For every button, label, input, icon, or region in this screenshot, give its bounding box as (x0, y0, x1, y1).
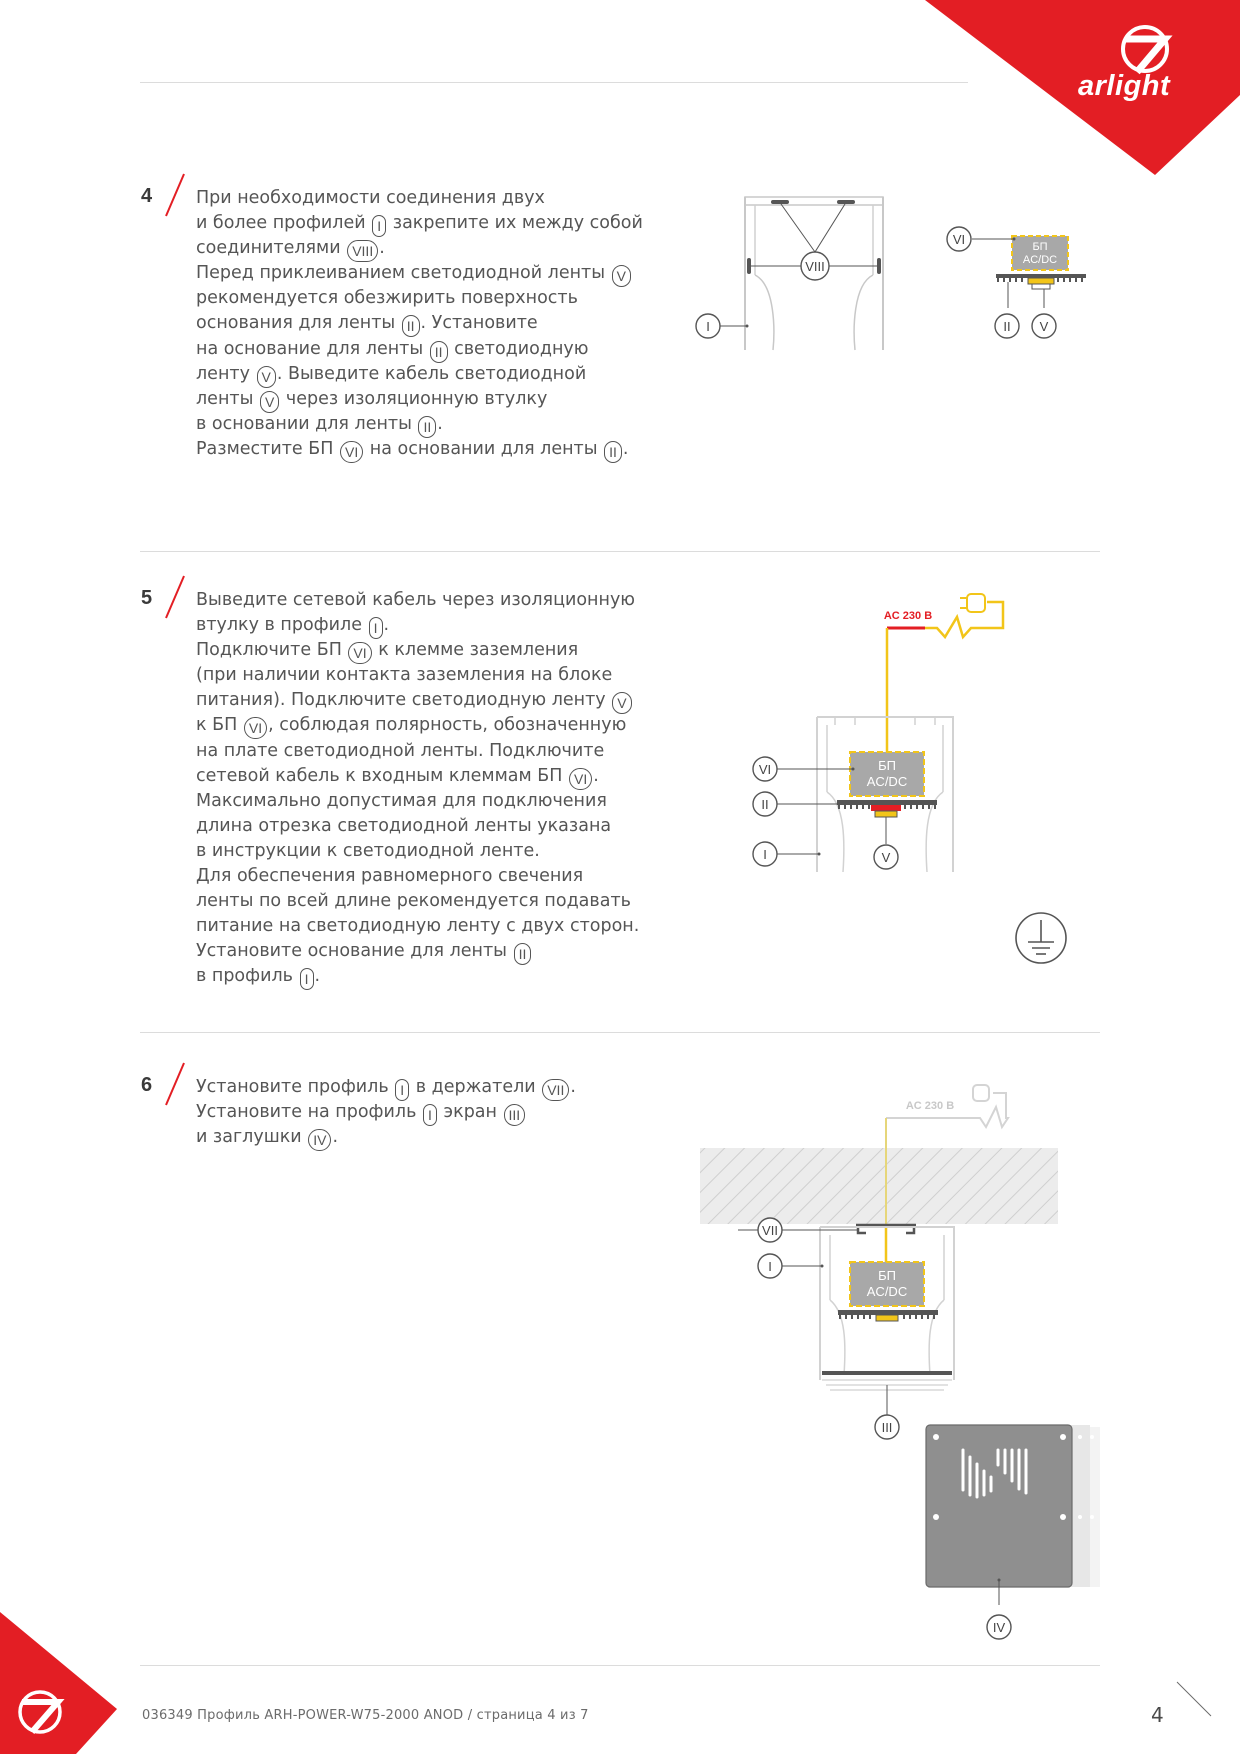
text-segment: . (332, 1127, 339, 1148)
step-text-line (196, 236, 643, 261)
step-text-line (196, 286, 643, 311)
text-segment: Установите профиль (196, 1077, 395, 1097)
text-segment: Максимально допустимая для подключения (196, 790, 607, 811)
part-ref-badge: V (257, 366, 276, 388)
text-segment: Установите основание для ленты (196, 941, 513, 962)
text-segment: сетевой кабель к входным клеммам БП (196, 765, 568, 786)
text-segment: Установите на профиль (196, 1102, 422, 1123)
step-text-line (196, 638, 639, 663)
footer-text: 036349 Профиль ARH-POWER-W75-2000 ANOD / страница 4 из 7 (142, 1708, 589, 1723)
text-segment: в профиль (196, 966, 299, 987)
brand-name: arlight (1078, 70, 1171, 102)
step-text-line (196, 1075, 576, 1100)
step-text-line (196, 1125, 576, 1150)
label-iv: IV (992, 1620, 1006, 1635)
part-ref-badge: I (372, 215, 386, 237)
step-text-line (196, 789, 639, 814)
footer-rule (140, 1665, 1100, 1666)
step-text-line (196, 613, 639, 638)
wiring-diagram (745, 582, 1025, 882)
label-viii: VIII (805, 259, 825, 274)
ac-label: AC 230 В (905, 1100, 955, 1112)
text-segment: к БП (196, 715, 243, 736)
step-text-line (196, 437, 643, 462)
psu-label-acdc: AC/DC (866, 1284, 908, 1299)
step-text-line (196, 337, 643, 362)
part-ref-badge: VII (542, 1079, 569, 1101)
divider-5-6 (140, 1032, 1100, 1033)
step-text-line (196, 914, 639, 939)
step-6-text (196, 1075, 576, 1150)
step-text-line (196, 412, 643, 437)
step-text-line (196, 688, 639, 713)
label-vii: VII (762, 1223, 778, 1238)
part-ref-badge: II (418, 416, 436, 438)
part-ref-badge: II (430, 341, 448, 363)
text-segment: . (314, 966, 321, 987)
step-text-line (196, 764, 639, 789)
label-i: I (763, 847, 767, 862)
text-segment: ленту (196, 363, 256, 384)
ac-label: AC 230 В (883, 610, 933, 622)
part-ref-badge: V (260, 391, 279, 413)
part-ref-badge: I (395, 1079, 409, 1101)
text-segment: на плате светодиодной ленты. Подключите (196, 740, 605, 761)
step-text-line (196, 1100, 576, 1125)
step-slash-icon (162, 172, 188, 218)
text-segment: ленты (196, 388, 259, 409)
text-segment: ленты по всей длине рекомендуется подавать (196, 891, 631, 912)
part-ref-badge: V (612, 265, 631, 287)
psu-label-acdc: AC/DC (866, 774, 908, 789)
part-ref-badge: VI (569, 768, 592, 790)
part-ref-badge: VIII (347, 240, 378, 262)
part-ref-badge: II (402, 315, 420, 337)
text-segment: (при наличии контакта заземления на блоке (196, 665, 613, 686)
text-segment: Перед приклеиванием светодиодной ленты (196, 263, 611, 284)
label-i: I (768, 1259, 772, 1274)
step-slash-icon (162, 574, 188, 620)
label-v: V (881, 850, 891, 865)
text-segment: длина отрезка светодиодной ленты указана (196, 815, 612, 836)
text-segment: к клемме заземления (372, 640, 579, 661)
label-v: V (1039, 319, 1049, 334)
label-ii: II (1003, 319, 1011, 334)
text-segment: Подключите БП (196, 640, 348, 661)
part-ref-badge: IV (308, 1129, 331, 1151)
text-segment: через изоляционную втулку (280, 388, 548, 409)
psu-label: БП (878, 1268, 896, 1283)
text-segment: на основание для ленты (196, 338, 429, 359)
text-segment: закрепите их между собой (387, 213, 643, 234)
step-number: 5 (141, 587, 153, 609)
label-ii: II (761, 797, 769, 812)
part-ref-badge: II (514, 943, 532, 965)
text-segment: экран (437, 1102, 503, 1123)
text-segment: и заглушки (196, 1127, 308, 1148)
step-4-text (196, 186, 643, 462)
text-segment: на основании для ленты (364, 438, 604, 459)
step-5-text (196, 588, 639, 990)
psu-label: БП (878, 758, 896, 773)
text-segment: Разместите БП (196, 438, 339, 459)
profile-connector-diagram (685, 190, 895, 360)
mounting-diagram (698, 1075, 1123, 1665)
text-segment: в основании для ленты (196, 413, 418, 434)
step-text-line (196, 186, 643, 211)
step-slash-icon (162, 1061, 188, 1107)
divider-4-5 (140, 551, 1100, 552)
part-ref-badge: VI (244, 717, 267, 739)
text-segment: соединителями (196, 238, 347, 259)
part-ref-badge: VI (348, 642, 371, 664)
text-segment: втулку в профиле (196, 615, 368, 636)
arlight-logo-icon-bottom (14, 1686, 66, 1738)
text-segment: в держатели (410, 1077, 542, 1097)
text-segment: светодиодную (448, 338, 589, 359)
step-number: 6 (141, 1074, 153, 1096)
part-ref-badge: I (300, 968, 314, 990)
part-ref-badge: I (369, 617, 383, 639)
text-segment: питания). Подключите светодиодную ленту (196, 690, 612, 711)
text-segment: . (593, 765, 599, 786)
text-segment: Для обеспечения равномерного свечения (196, 866, 584, 887)
page-corner-slash-icon (1175, 1680, 1215, 1720)
step-text-line (196, 663, 639, 688)
label-iii: III (881, 1420, 893, 1435)
text-segment: в инструкции к светодиодной ленте. (196, 840, 540, 861)
text-segment: . (437, 413, 443, 434)
step-text-line (196, 261, 643, 286)
step-text-line (196, 387, 643, 412)
step-text-line (196, 739, 639, 764)
step-text-line (196, 839, 639, 864)
label-i: I (706, 319, 710, 334)
text-segment: . (383, 615, 390, 636)
text-segment: . (622, 438, 629, 459)
step-text-line (196, 814, 639, 839)
part-ref-badge: VI (340, 441, 363, 463)
part-ref-badge: I (423, 1104, 437, 1126)
step-text-line (196, 211, 643, 236)
page-number: 4 (1151, 1703, 1164, 1727)
text-segment: питание на светодиодную ленту с двух сторон. (196, 916, 640, 937)
part-ref-badge: III (504, 1104, 526, 1126)
text-segment: . Установите (420, 313, 538, 334)
text-segment: При необходимости соединения двух (196, 188, 545, 208)
step-text-line (196, 939, 639, 964)
step-text-line (196, 964, 639, 989)
label-vi: VI (758, 762, 772, 777)
text-segment: и более профилей (196, 213, 372, 234)
text-segment: основания для ленты (196, 313, 401, 334)
label-vi: VI (952, 232, 966, 247)
step-text-line (196, 889, 639, 914)
psu-on-base-diagram (940, 222, 1100, 344)
part-ref-badge: V (612, 692, 631, 714)
text-segment: Выведите сетевой кабель через изоляционную (196, 590, 636, 610)
psu-label: БП (1032, 241, 1048, 253)
step-text-line (196, 311, 643, 336)
ground-icon (1013, 910, 1069, 966)
text-segment: . Выведите кабель светодиодной (276, 363, 587, 384)
step-number: 4 (141, 185, 153, 207)
step-text-line (196, 713, 639, 738)
text-segment: рекомендуется обезжирить поверхность (196, 288, 578, 309)
top-rule (140, 82, 968, 83)
psu-label-acdc: AC/DC (1022, 254, 1058, 266)
step-text-line (196, 864, 639, 889)
text-segment: . (570, 1077, 576, 1097)
part-ref-badge: II (604, 441, 622, 463)
text-segment: . (379, 238, 385, 259)
step-text-line (196, 362, 643, 387)
text-segment: , соблюдая полярность, обозначенную (268, 715, 627, 736)
step-text-line (196, 588, 639, 613)
arlight-logo-icon (1117, 22, 1177, 76)
